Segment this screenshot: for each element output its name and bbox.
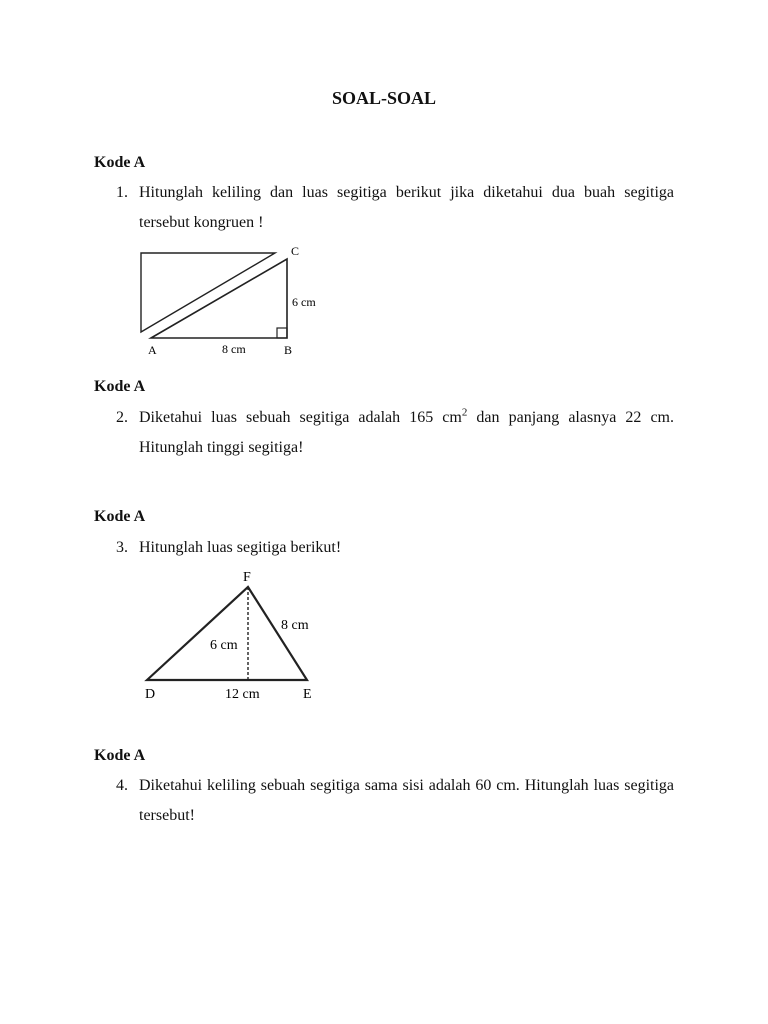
left-triangle (141, 253, 275, 332)
question-text-4: Diketahui keliling sebuah segitiga sama sisi adalah 60 cm. Hitunglah luas segitiga tersebut! (139, 777, 674, 824)
vertex-label-c: C (291, 244, 300, 258)
kode-label-4: Kode A (94, 747, 146, 764)
vertex-label-d: D (145, 687, 156, 702)
vertex-label-a: A (148, 343, 157, 357)
question-number-4: 4. (116, 777, 128, 794)
kode-label-1: Kode A (94, 154, 146, 171)
question-text-1: Hitunglah keliling dan luas segitiga berikut jika diketahui dua buah segitiga tersebut kongruen ! (139, 184, 674, 231)
question-2 (116, 403, 674, 463)
side-label-fe: 8 cm (281, 618, 309, 633)
question-4 (116, 771, 674, 831)
question-number-1: 1. (116, 184, 128, 201)
height-label: 6 cm (210, 638, 238, 653)
triangle-def (147, 587, 307, 680)
side-label-ab: 8 cm (222, 342, 246, 356)
side-label-bc: 6 cm (292, 295, 316, 309)
triangle-abc (151, 259, 287, 338)
page-title: SOAL-SOAL (331, 88, 437, 108)
vertex-label-b: B (284, 343, 293, 357)
question-text-2 (139, 403, 674, 463)
question-1 (116, 178, 674, 238)
question-text-3: Hitunglah luas segitiga berikut! (139, 539, 342, 556)
question-text-2-part-2: dan panjang alasnya 22 cm. Hitunglah tinggi segitiga! (139, 409, 674, 456)
question-number-2: 2. (116, 409, 128, 426)
question-number-3: 3. (116, 539, 128, 556)
base-label: 12 cm (225, 687, 260, 702)
figure-triangle-def (130, 565, 340, 705)
right-angle-mark (277, 328, 287, 338)
vertex-label-f: F (243, 570, 251, 585)
squared-superscript: 2 (461, 406, 468, 419)
vertex-label-e: E (303, 687, 312, 702)
question-text-2-part-1: Diketahui luas sebuah segitiga adalah 165 cm (139, 409, 462, 426)
figure-congruent-triangles (130, 240, 350, 360)
question-3 (116, 533, 674, 563)
kode-label-2: Kode A (94, 378, 146, 395)
kode-label-3: Kode A (94, 508, 146, 525)
